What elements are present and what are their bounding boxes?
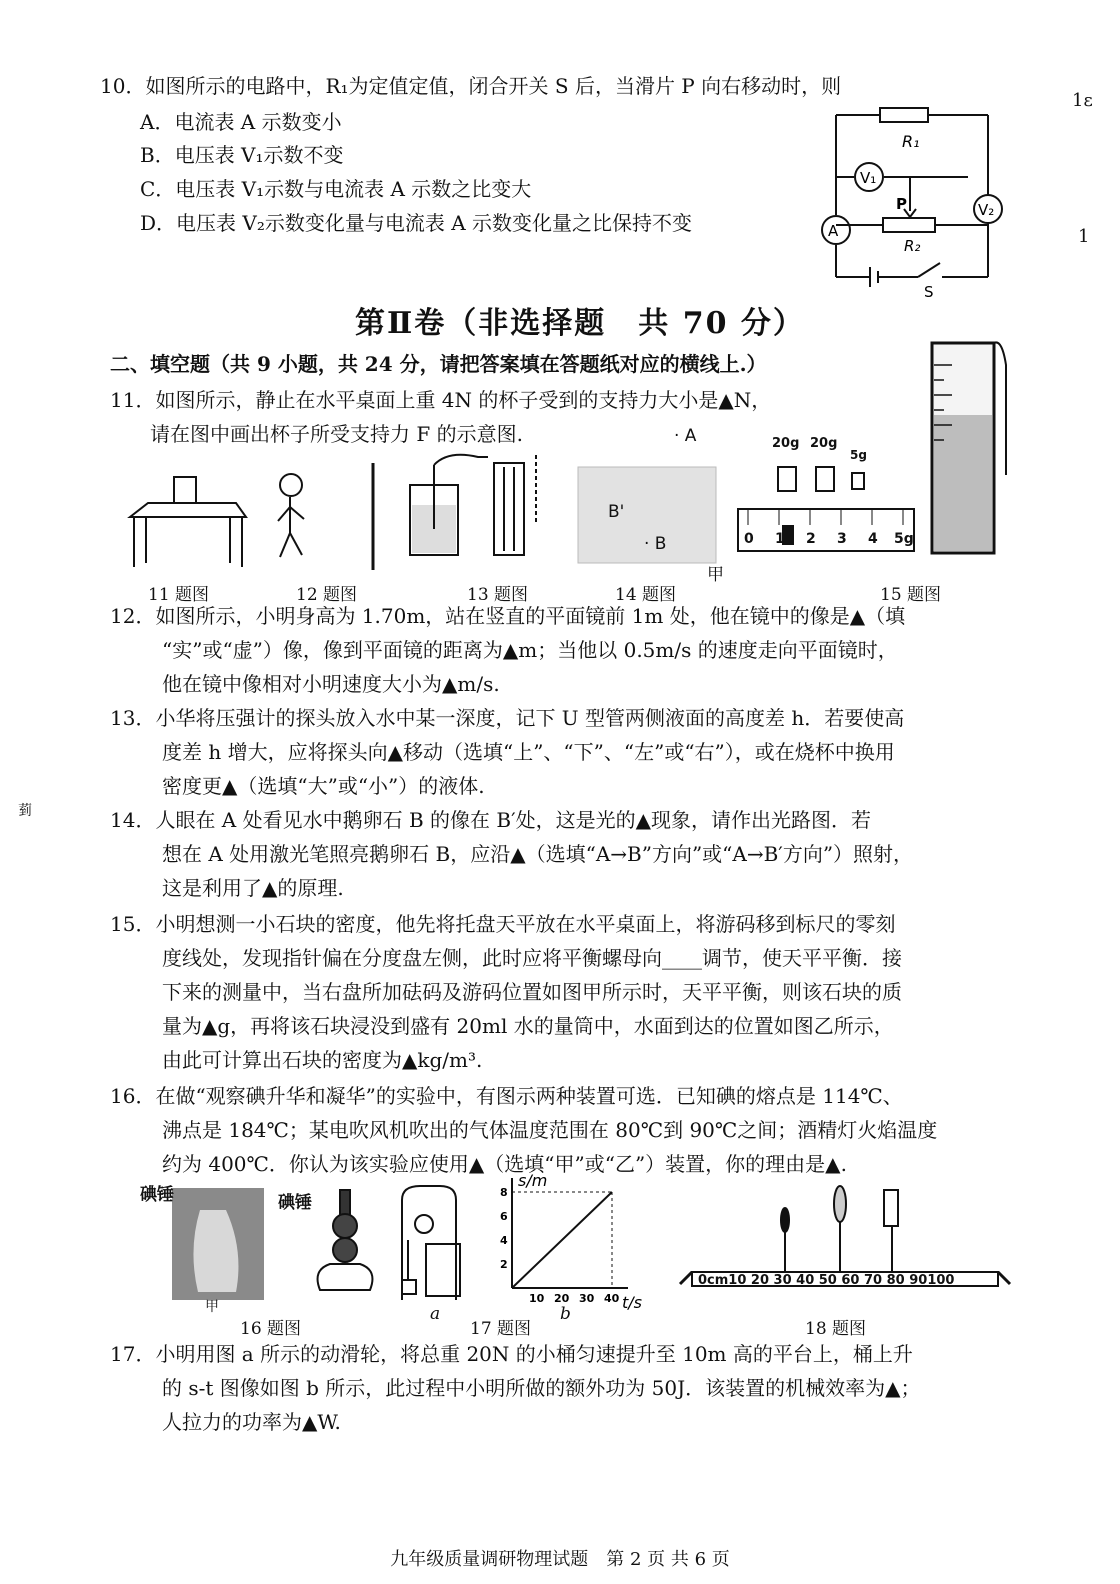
- svg-text:V₂: V₂: [978, 201, 995, 219]
- q11-line-2: 请在图中画出杯子所受支持力 F 的示意图.: [150, 422, 523, 446]
- svg-text:5g: 5g: [894, 531, 914, 547]
- caption-18: 18 题图: [805, 1319, 867, 1339]
- caption-11: 11 题图: [148, 585, 210, 605]
- table-with-cup: [130, 477, 246, 567]
- x-tick-label: 10: [529, 1292, 545, 1305]
- st-chart: [500, 1171, 642, 1312]
- iodine-tube-alcohol-lamp: [318, 1190, 373, 1290]
- y-tick-label: 6: [500, 1210, 508, 1223]
- q15-line-2: 度线处，发现指针偏在分度盘左侧，此时应将平衡螺母向____调节，使天平平衡．接: [162, 946, 902, 970]
- figure-row-2: [140, 1171, 1020, 1312]
- y-tick-label: 4: [500, 1234, 508, 1247]
- svg-text:0: 0: [744, 531, 754, 547]
- x-tick-label: 40: [604, 1292, 620, 1305]
- svg-text:5g: 5g: [850, 448, 867, 462]
- svg-text:R₁: R₁: [902, 132, 920, 151]
- svg-text:R₂: R₂: [904, 237, 921, 255]
- svg-text:0cm10 20 30 40 50 60 70 80 901: 0cm10 20 30 40 50 60 70 80 90100: [698, 1273, 955, 1288]
- q13-line-3: 密度更▲（选填“大”或“小”）的液体.: [162, 774, 485, 798]
- q10-stem: 10．如图所示的电路中，R₁为定值定值，闭合开关 S 后，当滑片 P 向右移动时，则: [100, 74, 842, 98]
- series-line: [512, 1192, 612, 1288]
- caption-15: 15 题图: [880, 585, 942, 605]
- q17-line-1: 17．小明用图 a 所示的动滑轮，将总重 20N 的小桶匀速提升至 10m 高的平台上，桶上升: [110, 1342, 913, 1366]
- boy-and-mirror: [278, 463, 373, 570]
- fig-16-jia-label: 甲: [205, 1299, 219, 1315]
- caption-17: 17 题图: [470, 1319, 532, 1339]
- svg-text:20g: 20g: [772, 436, 800, 451]
- svg-text:3: 3: [837, 531, 847, 547]
- caption-16: 16 题图: [240, 1319, 302, 1339]
- svg-text:A: A: [828, 222, 839, 240]
- optical-bench: [680, 1186, 1010, 1288]
- circuit-diagram: [818, 105, 1018, 300]
- q14-line-3: 这是利用了▲的原理.: [162, 876, 344, 900]
- y-axis-label: s/m: [518, 1171, 548, 1190]
- caption-14: 14 题图: [615, 585, 677, 605]
- resistor-r1: [880, 108, 928, 122]
- q15-line-4: 量为▲g，再将该石块浸没到盛有 20ml 水的量筒中，水面到达的位置如图乙所示，: [162, 1014, 894, 1038]
- q12-line-2: “实”或“虚”）像，像到平面镜的距离为▲m；当他以 0.5m/s 的速度走向平面镜时，: [162, 638, 898, 662]
- q16-line-2: 沸点是 184℃；某电吹风机吹出的气体温度范围在 80℃到 90℃之间；酒精灯火焰温度: [162, 1118, 938, 1142]
- q17-line-3: 人拉力的功率为▲W.: [162, 1410, 341, 1434]
- svg-text:S: S: [924, 283, 934, 301]
- iodine-label-1: 碘锤: [140, 1185, 174, 1205]
- fill-in-heading: 二、填空题（共 9 小题，共 24 分，请把答案填在答题纸对应的横线上.）: [110, 352, 767, 376]
- q14-line-2: 想在 A 处用激光笔照亮鹅卵石 B，应沿▲（选填“A→B”方向”或“A→B′方向”）照射，: [162, 842, 914, 866]
- caption-12: 12 题图: [296, 585, 358, 605]
- q12-line-1: 12．如图所示，小明身高为 1.70m，站在竖直的平面镜前 1m 处，他在镜中的像是▲（填: [110, 604, 906, 628]
- q13-line-1: 13．小华将压强计的探头放入水中某一深度，记下 U 型管两侧液面的高度差 h．若要使高: [110, 706, 905, 730]
- svg-text:2: 2: [806, 531, 816, 547]
- svg-text:20g: 20g: [810, 436, 838, 451]
- q10-option-a: A．电流表 A 示数变小: [140, 110, 342, 134]
- q10-option-d: D．电压表 V₂示数变化量与电流表 A 示数变化量之比保持不变: [140, 211, 693, 235]
- pulley-figure: [402, 1186, 460, 1300]
- fig-17-b-label: b: [560, 1304, 571, 1324]
- x-axis-label: t/s: [622, 1293, 642, 1312]
- svg-text:1: 1: [775, 531, 785, 547]
- fig-15-jia-label: 甲: [707, 565, 724, 585]
- pressure-gauge: [410, 455, 536, 555]
- svg-text:V₁: V₁: [860, 169, 877, 187]
- caption-13: 13 题图: [467, 585, 529, 605]
- y-tick-label: 2: [500, 1258, 508, 1271]
- edge-mark-top: 1ε: [1072, 90, 1093, 111]
- q10-option-c: C．电压表 V₁示数与电流表 A 示数之比变大: [140, 177, 532, 201]
- q16-line-3: 约为 400℃．你认为该实验应使用▲（选填“甲”或“乙”）装置，你的理由是▲.: [162, 1152, 847, 1176]
- svg-text:· B: · B: [644, 534, 667, 554]
- edge-mark-mid: 1: [1078, 226, 1090, 247]
- balance-weights-ruler: [738, 436, 914, 551]
- q15-line-5: 由此可计算出石块的密度为▲kg/m³.: [162, 1048, 483, 1072]
- q10-option-b: B．电压表 V₁示数不变: [140, 143, 344, 167]
- iodine-label-2: 碘锤: [278, 1193, 312, 1213]
- q15-line-1: 15．小明想测一小石块的密度，他先将托盘天平放在水平桌面上，将游码移到标尺的零刻: [110, 912, 896, 936]
- q11-line-1: 11．如图所示，静止在水平桌面上重 4N 的杯子受到的支持力大小是▲N，: [110, 388, 772, 412]
- y-tick-label: 8: [500, 1186, 508, 1199]
- q14-line-1: 14．人眼在 A 处看见水中鹅卵石 B 的像在 B′处，这是光的▲现象，请作出光路图．若: [110, 808, 871, 832]
- x-tick-label: 30: [579, 1292, 595, 1305]
- svg-text:P: P: [896, 195, 907, 213]
- svg-text:4: 4: [868, 531, 878, 547]
- svg-text:· A: · A: [674, 426, 697, 446]
- page-footer: 九年级质量调研物理试题 第 2 页 共 6 页: [390, 1549, 730, 1570]
- water-pebble-figure: [578, 426, 716, 563]
- fig-17-a-label: a: [430, 1304, 441, 1324]
- q12-line-3: 他在镜中像相对小明速度大小为▲m/s.: [162, 672, 500, 696]
- q13-line-2: 度差 h 增大，应将探头向▲移动（选填“上”、“下”、“左”或“右”），或在烧杯中换用: [162, 740, 895, 764]
- q15-line-3: 下来的测量中，当右盘所加砝码及游码位置如图甲所示时，天平平衡，则该石块的质: [162, 980, 902, 1004]
- edge-mark-left: 菿: [18, 803, 32, 819]
- section-title: 第Ⅱ卷（非选择题 共 70 分）: [355, 306, 805, 341]
- x-tick-label: 20: [554, 1292, 570, 1305]
- q16-line-1: 16．在做“观察碘升华和凝华”的实验中，有图示两种装置可选．已知碘的熔点是 114℃、: [110, 1084, 903, 1108]
- resistor-r2: [883, 218, 935, 232]
- svg-text:B': B': [608, 502, 625, 522]
- q17-line-2: 的 s-t 图像如图 b 所示，此过程中小明所做的额外功为 50J．该装置的机械效率为▲；: [162, 1376, 921, 1400]
